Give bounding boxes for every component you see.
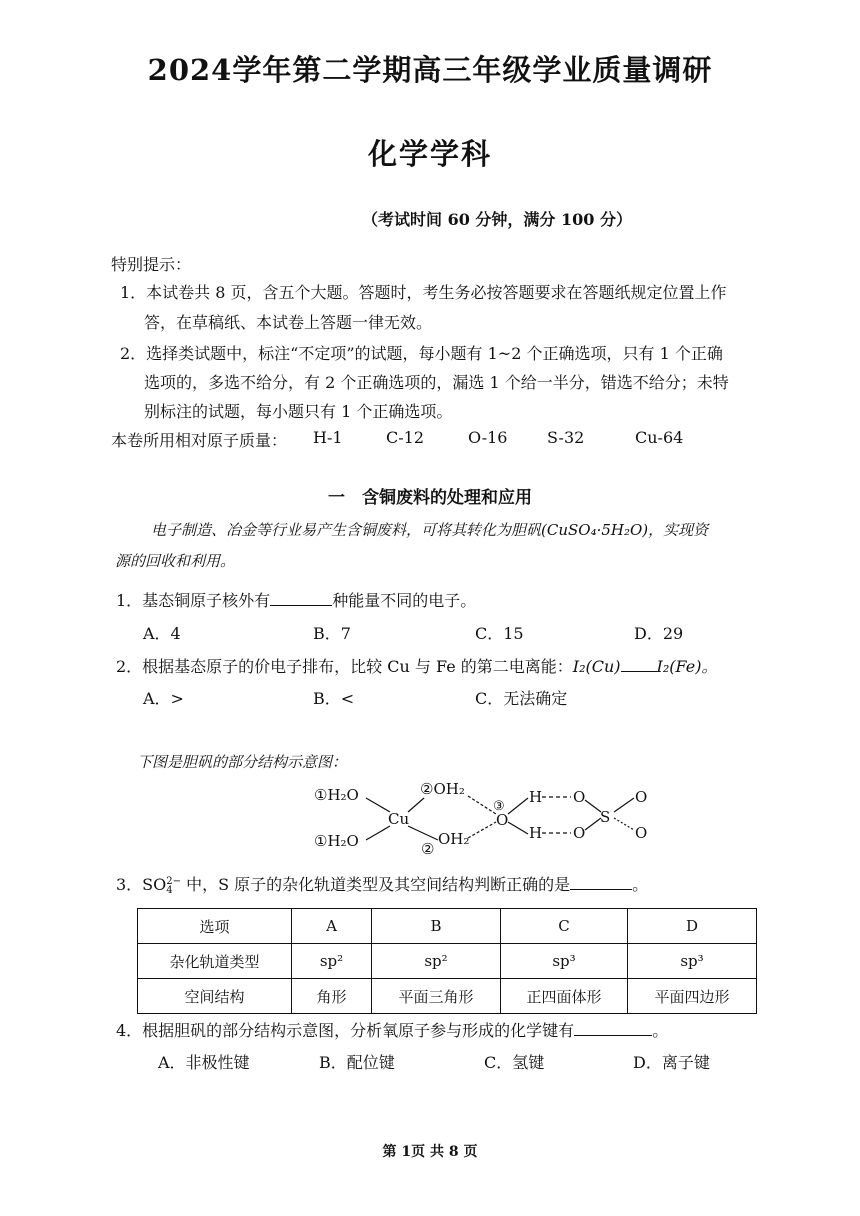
atomic-mass-s: S-32: [547, 428, 585, 447]
q1-option-b[interactable]: B．7: [313, 624, 351, 643]
hbond-o2-bottom: [468, 822, 496, 838]
figure-caption: 下图是胆矾的部分结构示意图：: [137, 753, 348, 771]
notice-item-1-line-2: 答，在草稿纸、本试卷上答题一律无效。: [144, 313, 433, 332]
label-h-bottom: H: [529, 824, 543, 842]
label-mark-3: ③: [493, 799, 505, 814]
q1-option-c[interactable]: C．15: [475, 624, 524, 643]
label-o-center: O: [496, 811, 509, 829]
q4-option-c[interactable]: C．氢键: [484, 1053, 545, 1072]
table-row: [138, 909, 757, 944]
question-2: [116, 654, 717, 677]
question-4-stem-end: 。: [652, 1021, 669, 1040]
q2-option-a[interactable]: A．>: [143, 689, 184, 708]
table-cell: 杂化轨道类型: [138, 944, 292, 979]
bond-cu-o2-bottom: [408, 826, 438, 840]
label-h2o-bottom: ①H₂O: [314, 832, 359, 850]
page-number: 第 1页 共 8 页: [382, 1144, 478, 1160]
q4-option-a[interactable]: A．非极性键: [158, 1053, 250, 1072]
question-1: [116, 588, 476, 611]
question-3-stem-end: 。: [632, 875, 649, 894]
label-o-left-top: O: [573, 788, 586, 806]
notice-item-2-line-3: 别标注的试题，每小题只有 1 个正确选项。: [144, 402, 453, 421]
label-o-right-bottom: O: [635, 824, 648, 842]
atomic-mass-o: O-16: [468, 428, 508, 447]
table-cell: sp²: [292, 944, 372, 979]
q2-option-c[interactable]: C．无法确定: [475, 689, 568, 708]
question-2-blank[interactable]: [621, 655, 657, 672]
table-header-cell: A: [292, 909, 372, 944]
question-3-stem-a: 3．SO: [116, 875, 167, 894]
atomic-mass-cu: Cu-64: [635, 428, 684, 447]
q4-option-b[interactable]: B．配位键: [319, 1053, 395, 1072]
label-oh2-bottom: OH₂: [438, 830, 470, 848]
subject-title: 化学学科: [367, 137, 492, 171]
question-3: [116, 872, 648, 895]
table-header-cell: C: [501, 909, 628, 944]
table-header-cell: B: [372, 909, 501, 944]
question-1-stem-a: 1．基态铜原子核外有: [116, 591, 271, 610]
label-mark-2-bottom: ②: [421, 840, 435, 858]
atomic-mass-h: H-1: [313, 428, 343, 447]
bond-s-o-right-top: [614, 798, 634, 812]
label-h-top: H: [529, 788, 543, 806]
question-4: [116, 1018, 668, 1041]
q2-option-b[interactable]: B．<: [313, 689, 355, 708]
question-1-blank[interactable]: [270, 589, 332, 606]
question-2-i2cu: I₂(Cu): [572, 657, 621, 676]
notice-heading: 特别提示：: [111, 255, 192, 274]
table-row: [138, 979, 757, 1014]
table-cell: 空间结构: [138, 979, 292, 1014]
table-cell: sp²: [372, 944, 501, 979]
q1-option-d[interactable]: D．29: [634, 624, 684, 643]
table-header-cell: D: [628, 909, 757, 944]
question-3-subscript: 4: [166, 884, 173, 896]
question-1-stem-b: 种能量不同的电子。: [332, 591, 477, 610]
copper-sulfate-structure-diagram: [300, 772, 670, 864]
section-intro-line-1: 电子制造、冶金等行业易产生含铜废料，可将其转化为胆矾(CuSO₄·5H₂O)，实现资: [151, 521, 709, 539]
table-cell: 平面四边形: [628, 979, 757, 1014]
bond-cu-o2-top: [408, 798, 424, 812]
table-header-cell: 选项: [138, 909, 292, 944]
bond-cu-o1-bottom: [366, 826, 390, 840]
q3-options-table: [137, 908, 757, 1014]
question-4-blank[interactable]: [574, 1019, 652, 1036]
label-o-left-bottom: O: [573, 824, 586, 842]
bond-o-h-top: [508, 798, 528, 814]
table-cell: 正四面体形: [501, 979, 628, 1014]
atomic-masses-label: 本卷所用相对原子质量：: [111, 431, 288, 450]
q1-option-a[interactable]: A．4: [143, 624, 181, 643]
notice-item-2-line-1: 2．选择类试题中，标注“不定项”的试题，每小题有 1~2 个正确选项，只有 1 个正确: [120, 344, 723, 363]
hbond-o2-top: [468, 796, 496, 814]
bond-s-o-right-bottom: [614, 818, 634, 830]
label-oh2-top: ②OH₂: [420, 780, 465, 798]
label-cu: Cu: [388, 810, 410, 828]
question-3-blank[interactable]: [570, 873, 632, 890]
section-title: 一 含铜废料的处理和应用: [328, 488, 532, 508]
question-4-stem: 4．根据胆矾的部分结构示意图，分析氧原子参与形成的化学键有: [116, 1021, 575, 1040]
question-2-i2fe: I₂(Fe)。: [656, 657, 718, 676]
q4-option-d[interactable]: D．离子键: [633, 1053, 710, 1072]
section-intro-line-2: 源的回收和利用。: [115, 552, 236, 570]
bond-s-o-left-top: [585, 800, 601, 812]
table-cell: 角形: [292, 979, 372, 1014]
bond-s-o-left-bottom: [585, 818, 601, 830]
notice-item-1-line-1: 1．本试卷共 8 页，含五个大题。答题时，考生务必按答题要求在答题纸规定位置上作: [120, 283, 727, 302]
exam-title: 2024学年第二学期高三年级学业质量调研: [147, 53, 713, 87]
question-2-stem: 2．根据基态原子的价电子排布，比较 Cu 与 Fe 的第二电离能：: [116, 657, 573, 676]
label-s: S: [600, 808, 611, 826]
exam-info: （考试时间 60 分钟，满分 100 分）: [362, 210, 632, 229]
notice-item-2-line-2: 选项的，多选不给分，有 2 个正确选项的，漏选 1 个给一半分，错选不给分；未特: [144, 373, 729, 392]
question-3-charge: 2−: [166, 875, 182, 887]
bond-cu-o1-top: [366, 798, 390, 812]
table-cell: sp³: [501, 944, 628, 979]
table-cell: sp³: [628, 944, 757, 979]
question-3-stem-b: 中，S 原子的杂化轨道类型及其空间结构判断正确的是: [181, 875, 571, 894]
label-h2o-top: ①H₂O: [314, 786, 359, 804]
bond-o-h-bottom: [508, 822, 528, 834]
table-cell: 平面三角形: [372, 979, 501, 1014]
label-o-right-top: O: [635, 788, 648, 806]
atomic-mass-c: C-12: [386, 428, 425, 447]
table-row: [138, 944, 757, 979]
